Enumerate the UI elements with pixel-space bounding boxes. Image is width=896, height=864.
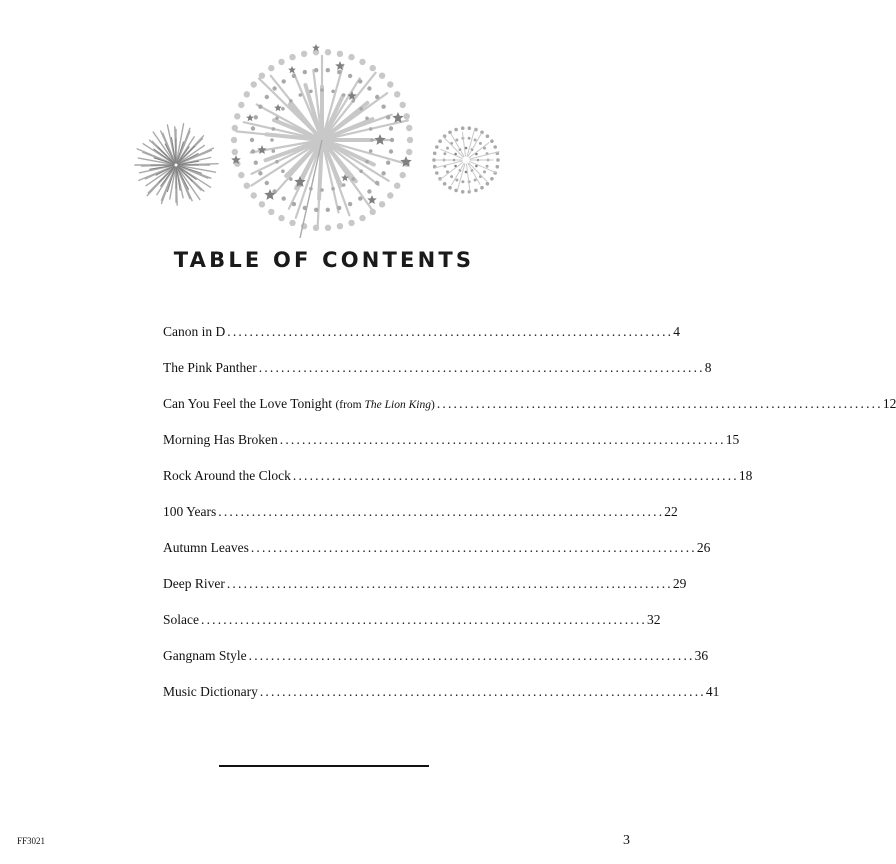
note-italic-title: The Lion King [364, 399, 431, 411]
toc-entry-page: 29 [672, 576, 687, 591]
toc-entry [163, 358, 712, 394]
table-of-contents [163, 322, 896, 718]
toc-entry-title: Gangnam Style [163, 648, 247, 663]
toc-entry-page: 32 [647, 612, 661, 627]
toc-entry-page: 15 [725, 432, 740, 447]
horizontal-rule [219, 765, 429, 767]
toc-entry [163, 466, 753, 502]
dot-leader: ................................................................................ [259, 684, 706, 699]
toc-entry [163, 610, 661, 646]
toc-entry-note [335, 399, 434, 411]
large-firework-center [231, 44, 413, 238]
toc-entry-title: Morning Has Broken [163, 432, 278, 447]
toc-entry [163, 574, 687, 610]
toc-entry-page: 18 [738, 468, 753, 483]
toc-entry [163, 682, 720, 718]
toc-entry [163, 502, 678, 538]
dot-leader: ................................................................................ [292, 468, 739, 483]
toc-entry-page: 4 [673, 324, 680, 339]
catalog-code: FF3021 [17, 836, 46, 846]
toc-entry-page: 36 [694, 648, 709, 663]
toc-entry [163, 322, 680, 358]
dot-leader: ................................................................................ [201, 612, 647, 627]
dot-leader: ................................................................................ [226, 576, 673, 591]
fireworks-illustration [0, 0, 648, 250]
small-firework-left [135, 124, 218, 205]
dot-leader: ................................................................................ [279, 432, 726, 447]
note-suffix: ) [430, 399, 435, 411]
toc-entry-title-text: Can You Feel the Love Tonight [163, 396, 333, 411]
toc-entry [163, 430, 740, 466]
toc-entry-page: 8 [704, 360, 712, 375]
toc-entry-title: Canon in D [163, 324, 226, 339]
toc-entry-page: 22 [664, 504, 678, 519]
page-title: TABLE OF CONTENTS [173, 248, 475, 272]
dot-leader: ................................................................................ [258, 360, 705, 375]
dot-leader: ................................................................................ [248, 648, 695, 663]
toc-entry-title: Music Dictionary [163, 684, 258, 699]
toc-entry-title [163, 394, 435, 415]
dot-leader: ................................................................................ [227, 324, 674, 339]
toc-entry-title: The Pink Panther [163, 360, 257, 375]
toc-entry [163, 538, 711, 574]
dot-leader: ................................................................................ [250, 540, 697, 555]
toc-entry [163, 394, 896, 430]
toc-entry-page: 26 [696, 540, 711, 555]
note-prefix: (from [335, 399, 365, 411]
dot-leader: ................................................................................ [436, 396, 883, 411]
toc-entry-title: Deep River [163, 576, 225, 591]
small-firework-right [432, 126, 500, 193]
toc-entry-title: Solace [163, 612, 199, 627]
toc-entry [163, 646, 709, 682]
toc-entry-title: Rock Around the Clock [163, 468, 291, 483]
toc-entry-title: 100 Years [163, 504, 217, 519]
dot-leader: ................................................................................ [218, 504, 665, 519]
toc-entry-page: 41 [705, 684, 720, 699]
toc-entry-page: 12 [882, 396, 896, 411]
toc-entry-title: Autumn Leaves [163, 540, 249, 555]
page-number: 3 [623, 833, 630, 848]
